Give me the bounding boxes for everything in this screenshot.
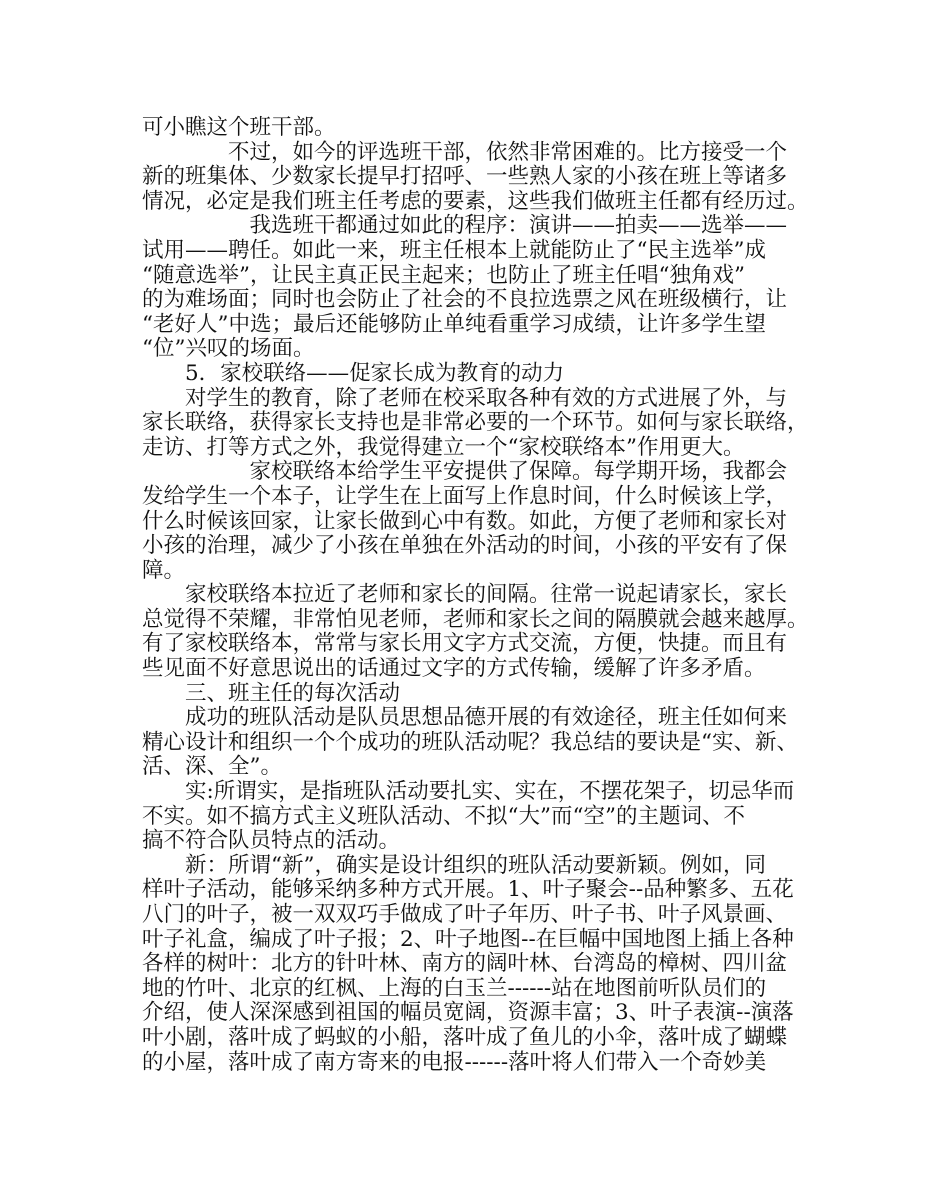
text-line: 地的竹叶、北京的红枫、上海的白玉兰------站在地图前听队员们的 [142,975,767,1001]
text-line: “随意选举”，让民主真正民主起来；也防止了班主任唱“独角戏” [142,262,745,288]
section-heading: 5．家校联络——促家长成为教育的动力 [142,360,565,386]
text-line: 试用——聘任。如此一来，班主任根本上就能防止了“民主选举”成 [142,237,766,263]
text-line: 的小屋，落叶成了南方寄来的电报------落叶将人们带入一个奇妙美 [142,1049,767,1075]
text-line: 对学生的教育，除了老师在校采取各种有效的方式进展了外，与 [142,385,788,411]
text-line: 搞不符合队员特点的活动。 [142,828,401,854]
text-line: 不过，如今的评选班干部，依然非常困难的。比方接受一个 [142,139,788,165]
text-line: 介绍，使人深深感到祖国的幅员宽阔，资源丰富；3、叶子表演--演落 [142,1000,794,1026]
text-line: 小孩的治理，减少了小孩在单独在外活动的时间，小孩的平安有了保 [142,533,788,559]
text-line: 成功的班队活动是队员思想品德开展的有效途径，班主任如何来 [142,705,788,731]
text-line: 叶小剧，落叶成了蚂蚁的小船，落叶成了鱼儿的小伞，落叶成了蝴蝶 [142,1024,788,1050]
text-line: 情况，必定是我们班主任考虑的要素，这些我们做班主任都有经历过。 [142,188,809,214]
text-line: 新：所谓“新”，确实是设计组织的班队活动要新颖。例如，同 [142,852,766,878]
text-line: 可小瞧这个班干部。 [142,115,336,140]
text-line: 家校联络本拉近了老师和家长的间隔。往常一说起请家长，家长 [142,582,788,608]
text-line: “老好人”中选；最后还能够防止单纯看重学习成绩，让许多学生望 [142,311,766,337]
text-line: 叶子礼盒，编成了叶子报；2、叶子地图--在巨幅中国地图上插上各种 [142,926,794,952]
text-line: 的为难场面；同时也会防止了社会的不良拉选票之风在班级横行，让 [142,287,788,313]
text-line: 有了家校联络本，常常与家长用文字方式交流，方便，快捷。而且有 [142,631,788,657]
text-line: 样叶子活动，能够采纳多种方式开展。1、叶子聚会--品种繁多、五花 [142,877,794,903]
text-line: 各样的树叶：北方的针叶林、南方的阔叶林、台湾岛的樟树、四川盆 [142,951,788,977]
text-line: 些见面不好意思说出的话通过文字的方式传输，缓解了许多矛盾。 [142,656,766,682]
text-line: 精心设计和组织一个个成功的班队活动呢？我总结的要诀是“实、新、 [142,729,798,755]
text-line: 八门的叶子，被一双双巧手做成了叶子年历、叶子书、叶子风景画、 [142,902,788,927]
text-line: “位”兴叹的场面。 [142,336,315,362]
text-line: 发给学生一个本子，让学生在上面写上作息时间，什么时候该上学， [142,483,788,509]
text-line: 总觉得不荣耀，非常怕见老师，老师和家长之间的隔膜就会越来越厚。 [142,606,809,632]
section-heading: 三、班主任的每次活动 [142,680,401,706]
text-line: 障。 [142,557,186,583]
body-text [142,116,822,1075]
text-line: 不实。如不搞方式主义班队活动、不拟“大”而“空”的主题词、不 [142,803,745,829]
text-line: 活、深、全”。 [142,754,282,780]
text-line: 什么时候该回家，让家长做到心中有数。如此，方便了老师和家长对 [142,508,788,534]
text-line: 家长联络，获得家长支持也是非常必要的一个环节。如何与家长联络， [142,410,809,436]
text-line: 家校联络本给学生平安提供了保障。每学期开场，我都会 [142,459,788,485]
text-line: 新的班集体、少数家长提早打招呼、一些熟人家的小孩在班上等诸多 [142,164,788,190]
text-line: 实:所谓实，是指班队活动要扎实、实在，不摆花架子，切忌华而 [142,779,795,805]
text-line: 我选班干都通过如此的程序：演讲——拍卖——选举—— [142,213,788,239]
text-line: 走访、打等方式之外，我觉得建立一个“家校联络本”作用更大。 [142,434,745,460]
